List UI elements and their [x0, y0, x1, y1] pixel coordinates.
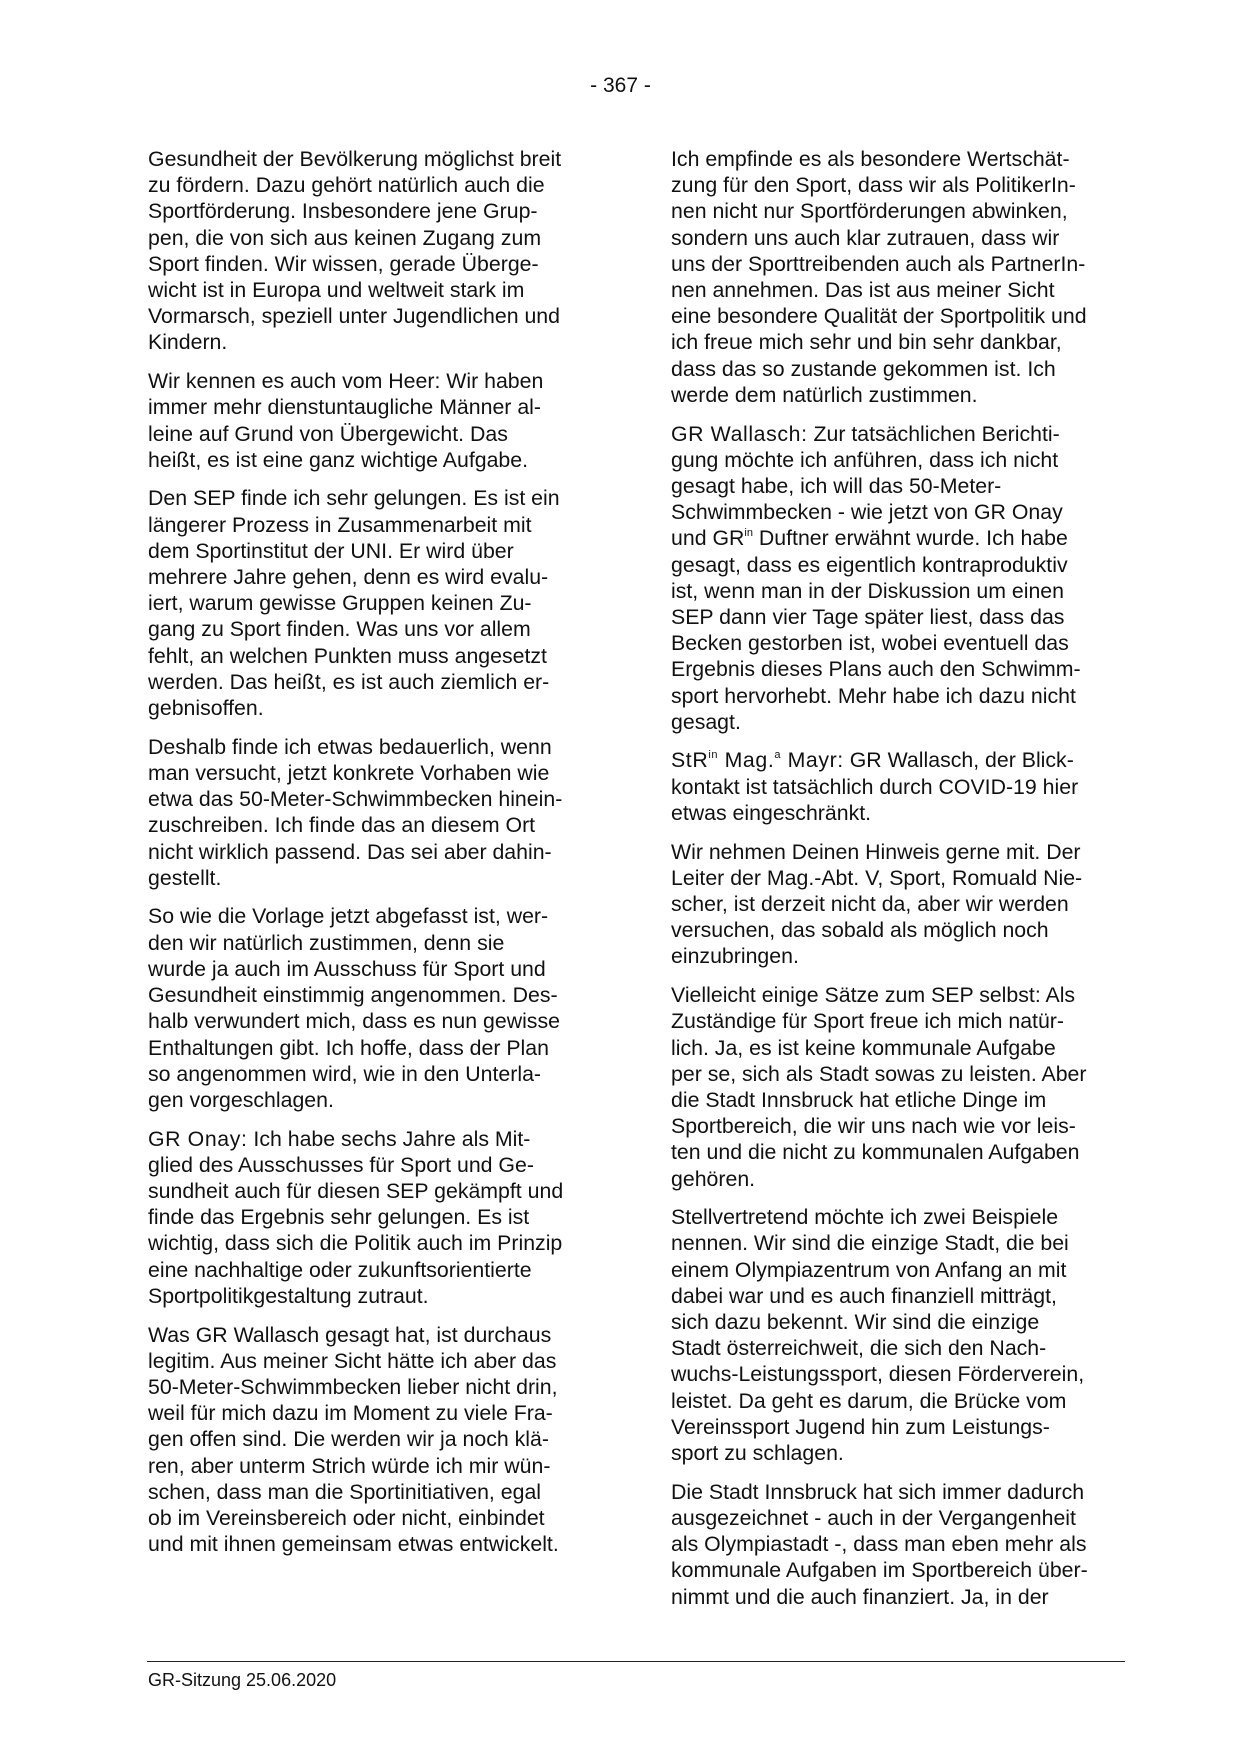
speaker-name	[671, 748, 844, 772]
text-line	[671, 421, 1123, 447]
text-line: gesagt, dass es eigentlich kontraproduktiv	[671, 552, 1068, 577]
text-line: leistet. Da geht es darum, die Brücke vom	[671, 1388, 1067, 1413]
text-line: gung möchte ich anführen, dass ich nicht	[671, 447, 1059, 472]
text-line: längerer Prozess in Zusammenarbeit mit	[148, 512, 532, 537]
paragraph	[148, 1322, 596, 1558]
text-line: kommunale Aufgaben im Sportbereich über-	[671, 1558, 1088, 1583]
paragraph	[671, 421, 1123, 735]
text-line: Schwimmbecken - wie jetzt von GR Onay	[671, 500, 1063, 525]
text-line: Vormarsch, speziell unter Jugendlichen und	[148, 304, 560, 329]
text-line: schen, dass man die Sportinitiativen, egal	[148, 1479, 542, 1504]
text-line: fehlt, an welchen Punkten muss angesetzt	[148, 643, 547, 668]
text-line: gesagt.	[671, 709, 741, 734]
text-line: zuschreiben. Ich finde das an diesem Ort	[148, 813, 536, 838]
text-line: etwa das 50-Meter-Schwimmbecken hinein-	[148, 787, 563, 812]
text-fragment: Mag.	[718, 748, 775, 773]
footer-session-date: GR-Sitzung 25.06.2020	[148, 1670, 337, 1690]
text-line: gebnisoffen.	[148, 696, 264, 721]
footer-divider	[147, 1661, 1125, 1662]
text-line: als Olympiastadt -, dass man eben mehr als	[671, 1532, 1087, 1557]
text-line: werden. Das heißt, es ist auch ziemlich er-	[148, 669, 550, 694]
text-line: Wir nehmen Deinen Hinweis gerne mit. Der	[671, 839, 1081, 864]
paragraph	[671, 1204, 1123, 1466]
paragraph	[148, 485, 596, 721]
text-line: 50-Meter-Schwimmbecken lieber nicht drin,	[148, 1374, 558, 1399]
text-line: wichtig, dass sich die Politik auch im Prinzip	[148, 1231, 563, 1256]
text-line: immer mehr dienstuntaugliche Männer al-	[148, 395, 541, 420]
text-fragment: Zur tatsächlichen Berichti-	[807, 421, 1060, 446]
text-line: Was GR Wallasch gesagt hat, ist durchaus	[148, 1322, 552, 1347]
text-line: Stellvertretend möchte ich zwei Beispiele	[671, 1205, 1059, 1230]
paragraph	[148, 734, 596, 891]
speaker-name: GR Onay:	[148, 1126, 248, 1151]
text-line: Ergebnis dieses Plans auch den Schwimm-	[671, 657, 1081, 682]
text-fragment: Duftner erwähnt wurde. Ich habe	[752, 526, 1068, 551]
text-line: glied des Ausschusses für Sport und Ge-	[148, 1152, 534, 1177]
text-line: leine auf Grund von Übergewicht. Das	[148, 421, 508, 446]
text-line: SEP dann vier Tage später liest, dass das	[671, 604, 1065, 629]
paragraph	[671, 1479, 1123, 1610]
text-line: Sport finden. Wir wissen, gerade Überge-	[148, 251, 539, 276]
page-number: - 367 -	[590, 74, 651, 97]
text-fragment: GR Wallasch, der Blick-	[843, 748, 1074, 773]
text-line: weil für mich dazu im Moment zu viele Fra-	[148, 1401, 553, 1426]
paragraph	[148, 368, 596, 473]
text-line: wurde ja auch im Ausschuss für Sport und	[148, 956, 546, 981]
paragraph	[148, 903, 596, 1113]
text-line: Zuständige für Sport freue ich mich natür-	[671, 1009, 1064, 1034]
text-line: gen vorgeschlagen.	[148, 1087, 334, 1112]
text-line: nicht wirklich passend. Das sei aber dahin-	[148, 839, 552, 864]
text-line: und mit ihnen gemeinsam etwas entwickelt.	[148, 1532, 559, 1557]
text-line: Stadt österreichweit, die sich den Nach-	[671, 1336, 1047, 1361]
text-line: heißt, es ist eine ganz wichtige Aufgabe.	[148, 447, 529, 472]
text-line	[671, 747, 1123, 773]
text-line: sport zu schlagen.	[671, 1441, 844, 1466]
text-line: die Stadt Innsbruck hat etliche Dinge im	[671, 1087, 1047, 1112]
text-line: sich dazu bekennt. Wir sind die einzige	[671, 1310, 1040, 1335]
text-line: gehören.	[671, 1166, 756, 1191]
text-line: scher, ist derzeit nicht da, aber wir werden	[671, 891, 1069, 916]
text-line: Gesundheit einstimmig angenommen. Des-	[148, 983, 558, 1008]
text-line: Den SEP finde ich sehr gelungen. Es ist ein	[148, 486, 560, 511]
text-fragment: Mayr:	[781, 748, 844, 773]
text-line: Enthaltungen gibt. Ich hoffe, dass der Plan	[148, 1035, 549, 1060]
text-line: Ich empfinde es als besondere Wertschät-	[671, 147, 1070, 171]
superscript: in	[708, 749, 719, 762]
text-line: etwas eingeschränkt.	[671, 800, 872, 825]
text-line: wuchs-Leistungssport, diesen Förderverein,	[671, 1362, 1085, 1387]
text-fragment: und GR	[671, 526, 745, 551]
speaker-name: GR Wallasch:	[671, 421, 808, 446]
text-line: wicht ist in Europa und weltweit stark im	[148, 278, 525, 303]
text-line: so angenommen wird, wie in den Unterla-	[148, 1061, 542, 1086]
text-line: versuchen, das sobald als möglich noch	[671, 918, 1049, 943]
text-line: mehrere Jahre gehen, denn es wird evalu-	[148, 565, 549, 590]
superscript: a	[774, 749, 782, 762]
text-line: Gesundheit der Bevölkerung möglichst breit	[148, 147, 562, 171]
text-line: gestellt.	[148, 865, 222, 890]
text-line: Becken gestorben ist, wobei eventuell das	[671, 631, 1069, 656]
text-line: Die Stadt Innsbruck hat sich immer dadurch	[671, 1479, 1085, 1504]
text-line: uns der Sporttreibenden auch als PartnerIn-	[671, 251, 1086, 276]
text-line: den wir natürlich zustimmen, denn sie	[148, 930, 505, 955]
text-line: nen annehmen. Das ist aus meiner Sicht	[671, 278, 1055, 303]
left-column	[148, 146, 596, 1570]
text-line: sport hervorhebt. Mehr habe ich dazu nicht	[671, 683, 1076, 708]
text-line: Wir kennen es auch vom Heer: Wir haben	[148, 369, 544, 394]
text-line: finde das Ergebnis sehr gelungen. Es ist	[148, 1205, 530, 1230]
paragraph	[671, 146, 1123, 408]
text-line: per se, sich als Stadt sowas zu leisten. Aber	[671, 1061, 1087, 1086]
text-fragment: StR	[671, 748, 709, 773]
text-line: man versucht, jetzt konkrete Vorhaben wie	[148, 760, 550, 785]
paragraph	[148, 146, 596, 356]
text-line: legitim. Aus meiner Sicht hätte ich aber das	[148, 1348, 557, 1373]
text-fragment: Ich habe sechs Jahre als Mit-	[247, 1126, 531, 1151]
text-line: ausgezeichnet - auch in der Vergangenheit	[671, 1505, 1076, 1530]
right-column	[671, 146, 1123, 1622]
text-line: ren, aber unterm Strich würde ich mir wün-	[148, 1453, 551, 1478]
text-line: sondern uns auch klar zutrauen, dass wir	[671, 225, 1060, 250]
text-line: pen, die von sich aus keinen Zugang zum	[148, 225, 542, 250]
text-line: zung für den Sport, dass wir als PolitikerIn-	[671, 173, 1076, 198]
text-line: lich. Ja, es ist keine kommunale Aufgabe	[671, 1035, 1056, 1060]
text-line: einem Olympiazentrum von Anfang an mit	[671, 1257, 1067, 1282]
text-line: dass das so zustande gekommen ist. Ich	[671, 356, 1056, 381]
text-line: gang zu Sport finden. Was uns vor allem	[148, 617, 531, 642]
text-line: nen nicht nur Sportförderungen abwinken,	[671, 199, 1068, 224]
text-line: halb verwundert mich, dass es nun gewisse	[148, 1009, 560, 1034]
text-line: ob im Vereinsbereich oder nicht, einbindet	[148, 1505, 545, 1530]
text-line: Kindern.	[148, 330, 228, 355]
text-line: ich freue mich sehr und bin sehr dankbar,	[671, 330, 1062, 355]
text-line	[148, 1126, 596, 1152]
paragraph	[671, 747, 1123, 826]
paragraph	[671, 982, 1123, 1192]
paragraph	[671, 839, 1123, 970]
text-line: iert, warum gewisse Gruppen keinen Zu-	[148, 591, 532, 616]
text-line: werde dem natürlich zustimmen.	[671, 382, 978, 407]
text-line: eine besondere Qualität der Sportpolitik und	[671, 304, 1087, 329]
text-line: Vereinssport Jugend hin zum Leistungs-	[671, 1414, 1050, 1439]
text-line: Vielleicht einige Sätze zum SEP selbst: Als	[671, 983, 1076, 1008]
text-line: ten und die nicht zu kommunalen Aufgaben	[671, 1140, 1080, 1165]
text-line: nimmt und die auch finanziert. Ja, in der	[671, 1584, 1049, 1609]
text-line: Leiter der Mag.-Abt. V, Sport, Romuald Nie-	[671, 865, 1083, 890]
text-line: Deshalb finde ich etwas bedauerlich, wenn	[148, 734, 552, 759]
text-line	[671, 525, 1123, 551]
text-line: ist, wenn man in der Diskussion um einen	[671, 578, 1064, 603]
text-line: zu fördern. Dazu gehört natürlich auch die	[148, 173, 545, 198]
text-line: kontakt ist tatsächlich durch COVID-19 hier	[671, 774, 1079, 799]
paragraph	[148, 1126, 596, 1309]
text-line: dem Sportinstitut der UNI. Er wird über	[148, 538, 514, 563]
text-line: Sportbereich, die wir uns nach wie vor leis-	[671, 1114, 1076, 1139]
text-line: sundheit auch für diesen SEP gekämpft und	[148, 1179, 564, 1204]
text-line: gesagt habe, ich will das 50-Meter-	[671, 473, 1002, 498]
text-line: So wie die Vorlage jetzt abgefasst ist, wer-	[148, 904, 549, 929]
text-line: Sportpolitikgestaltung zutraut.	[148, 1283, 429, 1308]
text-line: gen offen sind. Die werden wir ja noch klä-	[148, 1427, 549, 1452]
superscript: in	[744, 527, 753, 540]
text-line: einzubringen.	[671, 944, 799, 969]
text-line: nennen. Wir sind die einzige Stadt, die bei	[671, 1231, 1069, 1256]
text-line: Sportförderung. Insbesondere jene Grup-	[148, 199, 538, 224]
text-line: eine nachhaltige oder zukunftsorientierte	[148, 1257, 532, 1282]
text-line: dabei war und es auch finanziell mitträgt,	[671, 1283, 1057, 1308]
